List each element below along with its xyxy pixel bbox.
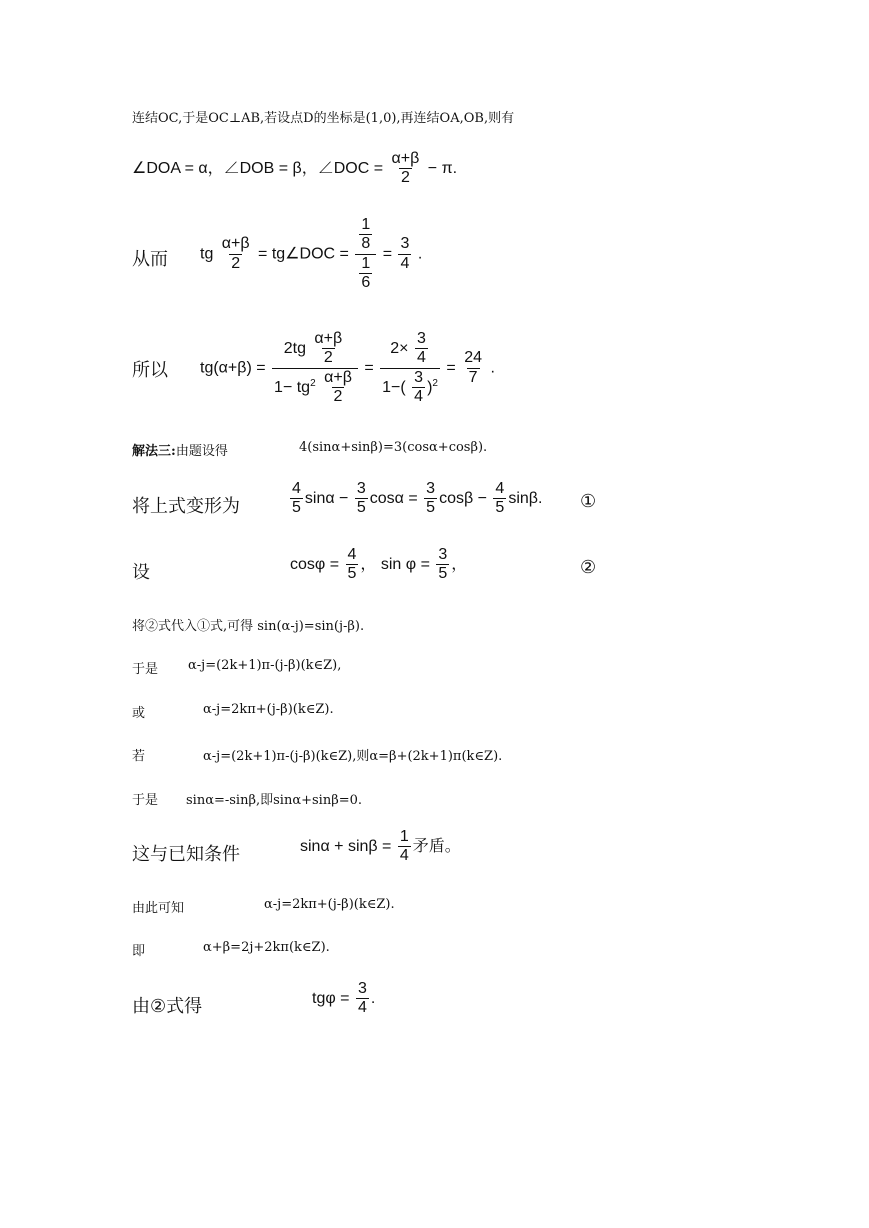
one-eighth bbox=[359, 216, 372, 254]
term-text: cosβ − bbox=[439, 490, 487, 508]
conclusion-line-2 bbox=[132, 940, 145, 959]
fraction-numerator: 1 bbox=[361, 254, 371, 272]
angle-text: ∠DOA = α，∠DOB = β，∠DOC = bbox=[132, 160, 384, 178]
case-equation-2: α-j=2kπ+(j-β)(k∈Z). bbox=[203, 702, 334, 717]
fraction-denominator: 5 bbox=[495, 499, 505, 517]
fraction-numerator: 4 bbox=[495, 480, 505, 497]
fraction-three-fifths bbox=[436, 546, 449, 584]
fraction-numerator: 1 bbox=[361, 216, 371, 233]
transformed-equation bbox=[288, 480, 542, 518]
tg-text: tg bbox=[200, 245, 214, 263]
term-text: tgφ = bbox=[312, 990, 350, 1008]
exponent: 2 bbox=[310, 377, 316, 389]
close-paren: ) bbox=[427, 378, 433, 396]
compound-denominator bbox=[355, 254, 376, 293]
compound-numerator bbox=[355, 216, 376, 254]
fraction-alpha-beta-half bbox=[322, 369, 354, 407]
fraction-three-quarters bbox=[415, 330, 428, 368]
case-equation-4: sinα=-sinβ,即sinα+sinβ=0. bbox=[186, 793, 363, 808]
fraction-numerator: 3 bbox=[426, 480, 436, 497]
term-text: ， sin φ = bbox=[360, 556, 430, 574]
numerator-prefix: 2tg bbox=[283, 340, 306, 358]
fraction-numerator: 3 bbox=[400, 235, 410, 253]
fraction-numerator: 4 bbox=[292, 480, 301, 497]
period: . bbox=[417, 245, 423, 263]
line-label: 于是 bbox=[132, 662, 159, 677]
fraction-one-quarter bbox=[398, 828, 411, 866]
fraction-denominator: 7 bbox=[468, 368, 478, 386]
equals-sign: = bbox=[364, 359, 374, 377]
term-text: 矛盾。 bbox=[412, 836, 461, 856]
equals-sign: = bbox=[382, 245, 393, 263]
substituted-denominator bbox=[380, 368, 440, 407]
method-three-equation: 4(sinα+sinβ)=3(cosα+cosβ). bbox=[299, 440, 488, 455]
numerator-prefix: 2× bbox=[390, 340, 409, 358]
fraction-numerator: 3 bbox=[438, 546, 448, 563]
fraction-denominator: 2 bbox=[333, 388, 343, 406]
angle-tail: − π. bbox=[427, 160, 458, 178]
fraction-denominator: 6 bbox=[361, 274, 371, 292]
fraction-denominator: 2 bbox=[231, 254, 241, 272]
double-angle-fraction bbox=[272, 330, 358, 407]
fraction-four-fifths bbox=[493, 480, 506, 518]
term-text: sinα + sinβ = bbox=[300, 838, 392, 856]
method-three-text: 由题设得 bbox=[175, 444, 228, 459]
fraction-numerator: 4 bbox=[347, 546, 357, 563]
fraction-denominator: 8 bbox=[361, 235, 371, 253]
fraction-denominator: 5 bbox=[292, 499, 301, 517]
fraction-alpha-beta-half bbox=[390, 150, 422, 188]
fraction-three-quarters bbox=[356, 980, 369, 1018]
fraction-numerator: α+β bbox=[221, 235, 250, 253]
fraction-denominator: 5 bbox=[438, 565, 448, 583]
fraction-four-fifths bbox=[290, 480, 303, 518]
fraction-three-quarters bbox=[412, 369, 425, 407]
case-line-4 bbox=[132, 789, 158, 808]
line-label: 或 bbox=[132, 706, 146, 721]
tan-double-equation bbox=[200, 330, 495, 407]
label-contradiction: 这与已知条件 bbox=[132, 844, 240, 865]
period: . bbox=[370, 990, 376, 1008]
contradiction-equation bbox=[300, 828, 461, 866]
lhs-text: tg(α+β) = bbox=[200, 359, 266, 377]
line-label: 即 bbox=[132, 944, 146, 959]
fraction-numerator: 3 bbox=[414, 368, 424, 386]
fraction-numerator: 1 bbox=[399, 828, 409, 845]
fraction-denominator: 5 bbox=[426, 499, 436, 517]
label-from-two: 由②式得 bbox=[132, 996, 203, 1017]
compound-fraction bbox=[355, 216, 376, 293]
label-suoyi: 所以 bbox=[132, 360, 168, 381]
fraction-numerator: α+β bbox=[314, 330, 343, 347]
case-line-2 bbox=[132, 702, 145, 721]
marker-one: ① bbox=[580, 491, 597, 512]
conclusion-equation-1: α-j=2kπ+(j-β)(k∈Z). bbox=[264, 897, 395, 912]
substituted-fraction bbox=[380, 330, 440, 407]
fraction-four-fifths bbox=[346, 546, 359, 584]
label-congér: 从而 bbox=[132, 249, 168, 270]
fraction-denominator: 4 bbox=[400, 254, 410, 272]
double-angle-numerator bbox=[282, 330, 349, 368]
fraction-alpha-beta-half bbox=[312, 330, 344, 368]
method-three-label: 解法三: bbox=[132, 444, 176, 459]
term-text: sinβ. bbox=[508, 490, 543, 508]
method-three-line bbox=[132, 440, 228, 459]
double-angle-denominator bbox=[272, 368, 358, 407]
fraction-numerator: 3 bbox=[416, 330, 426, 347]
fraction-denominator: 4 bbox=[414, 388, 424, 406]
fraction-three-fifths bbox=[355, 480, 368, 518]
fraction-three-fifths bbox=[424, 480, 437, 518]
fraction-result bbox=[462, 349, 484, 387]
label-let: 设 bbox=[132, 562, 150, 583]
denominator-prefix: 1−( bbox=[382, 378, 406, 396]
text-line-1: 连结OC,于是OC⊥AB,若设点D的坐标是(1,0),再连结OA,OB,则有 bbox=[132, 111, 515, 126]
fraction-three-quarters bbox=[398, 235, 411, 273]
fraction-denominator: 4 bbox=[357, 999, 367, 1017]
one-sixth bbox=[359, 255, 372, 293]
fraction-denominator: 5 bbox=[356, 499, 366, 517]
case-line-3 bbox=[132, 745, 145, 764]
mid-text: = tg∠DOC = bbox=[258, 245, 349, 263]
fraction-numerator: 24 bbox=[464, 349, 483, 367]
line-label: 由此可知 bbox=[132, 901, 185, 916]
case-line-1 bbox=[132, 658, 158, 677]
conclusion-equation-2: α+β=2j+2kπ(k∈Z). bbox=[203, 940, 330, 955]
fraction-numerator: α+β bbox=[391, 150, 420, 167]
period: . bbox=[490, 359, 495, 377]
term-text: ， bbox=[451, 556, 468, 574]
fraction-numerator: 3 bbox=[356, 480, 366, 497]
fraction-denominator: 5 bbox=[347, 565, 357, 583]
tan-phi-equation bbox=[312, 980, 375, 1018]
line-label: 于是 bbox=[132, 793, 159, 808]
case-equation-1: α-j=(2k+1)π-(j-β)(k∈Z), bbox=[188, 658, 342, 673]
fraction-denominator: 2 bbox=[400, 169, 410, 187]
marker-two: ② bbox=[580, 557, 597, 578]
exponent: 2 bbox=[432, 377, 438, 389]
cos-sin-phi-definition bbox=[290, 546, 467, 584]
denominator-prefix: 1− tg bbox=[274, 378, 311, 396]
fraction-numerator: 3 bbox=[357, 980, 367, 997]
equals-sign: = bbox=[446, 359, 456, 377]
substituted-numerator bbox=[388, 330, 432, 368]
fraction-numerator: α+β bbox=[324, 368, 352, 386]
fraction-denominator: 2 bbox=[323, 349, 333, 367]
fraction-alpha-beta-half bbox=[220, 235, 252, 273]
substitution-line: 将②式代入①式,可得 sin(α-j)=sin(j-β). bbox=[132, 619, 365, 634]
fraction-denominator: 4 bbox=[416, 349, 426, 367]
term-text: cosα = bbox=[369, 490, 418, 508]
fraction-denominator: 4 bbox=[399, 847, 409, 865]
term-text: sinα − bbox=[304, 490, 349, 508]
label-transform: 将上式变形为 bbox=[132, 496, 240, 517]
case-equation-3: α-j=(2k+1)π-(j-β)(k∈Z),则α=β+(2k+1)π(k∈Z). bbox=[203, 749, 503, 764]
conclusion-line-1 bbox=[132, 897, 184, 916]
term-text: cosφ = bbox=[290, 556, 340, 574]
line-label: 若 bbox=[132, 749, 146, 764]
angle-equations bbox=[132, 150, 457, 188]
tan-doc-equation bbox=[200, 216, 422, 293]
